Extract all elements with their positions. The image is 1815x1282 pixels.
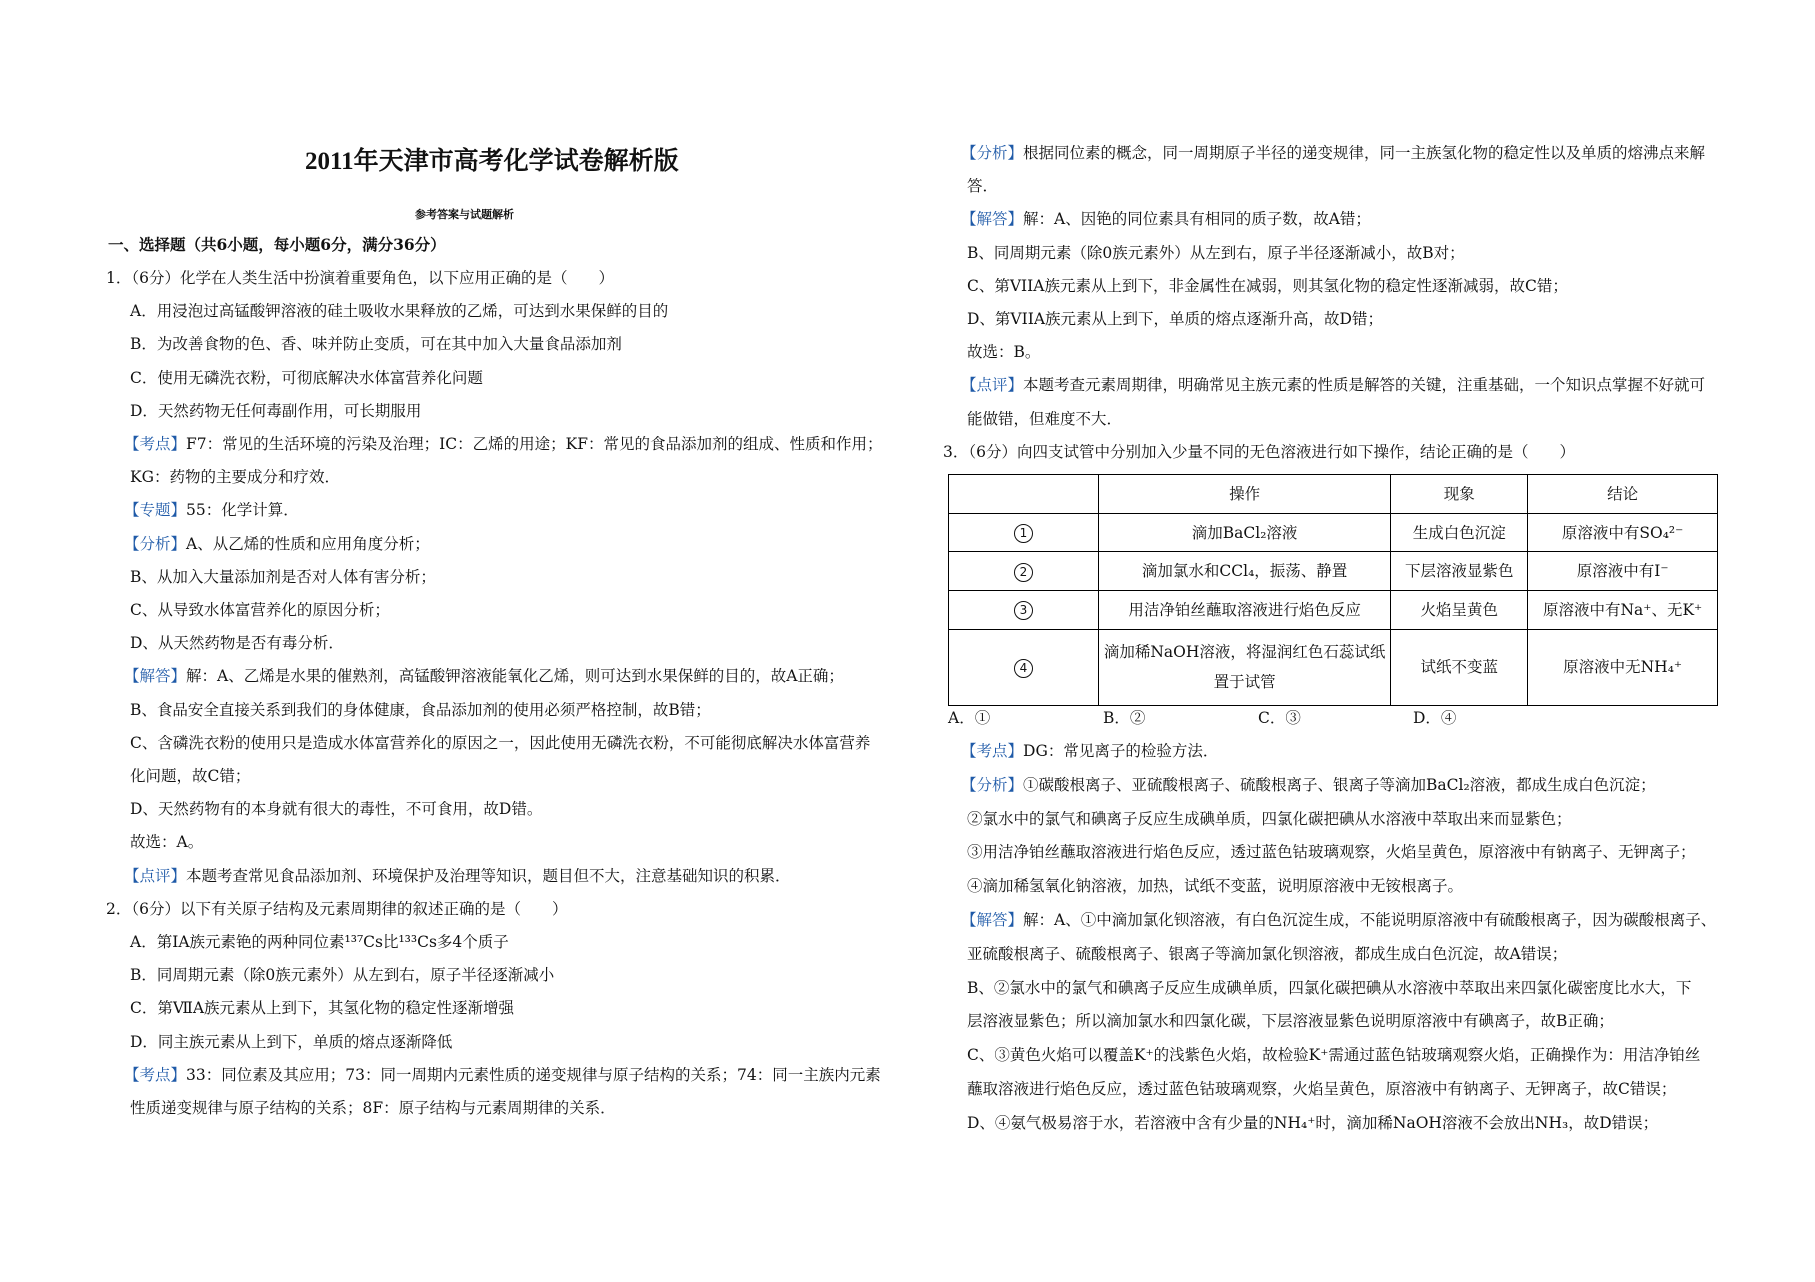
text-line	[967, 876, 1463, 896]
text-line	[130, 799, 542, 819]
line-text: D、天然药物有的本身就有很大的毒性，不可食用，故D错。	[130, 800, 543, 819]
line-text: C、从导致水体富营养化的原因分析；	[130, 601, 390, 619]
line-text: 根据同位素的概念，同一周期原子半径的递变规律，同一主族氢化物的稳定性以及单质的熔沸点来解	[1023, 144, 1706, 162]
text-line	[130, 567, 436, 587]
line-text: A．用浸泡过高锰酸钾溶液的硅土吸收水果释放的乙烯，可达到水果保鲜的目的	[130, 302, 669, 321]
line-text: 能做错，但难度不大．	[967, 409, 1123, 428]
text-line	[967, 1045, 1700, 1065]
line-text: 解：A、因铯的同位素具有相同的质子数，故A错；	[1023, 210, 1371, 229]
row-number: 3	[1014, 601, 1033, 620]
section-tag: 【专题】	[124, 501, 187, 520]
table-row	[949, 513, 1718, 552]
text-line	[124, 666, 844, 686]
line-text: B．为改善食物的色、香、味并防止变质，可在其中加入大量食品添加剂	[130, 335, 622, 354]
q3-option: D．④	[1413, 709, 1457, 727]
table-cell: 生成白色沉淀	[1391, 513, 1528, 552]
section-tag: 【考点】	[124, 435, 187, 453]
text-line	[967, 1011, 1614, 1031]
line-text: ②氯水中的氯气和碘离子反应生成碘单质，四氯化碳把碘从水溶液中萃取出来而显紫色；	[967, 809, 1572, 828]
text-line	[130, 932, 509, 952]
text-line	[943, 442, 1575, 462]
table-cell	[949, 513, 1099, 552]
line-text: ③用洁净铂丝蘸取溶液进行焰色反应，透过蓝色钴玻璃观察，火焰呈黄色，原溶液中有钠离子、无钾离子；	[967, 843, 1696, 862]
line-text: D．天然药物无任何毒副作用，可长期服用	[130, 401, 422, 420]
text-line	[130, 832, 203, 852]
text-line	[130, 965, 554, 985]
section-heading: 一、选择题（共6小题，每小题6分，满分36分）	[108, 235, 446, 254]
line-text: D、第VIIA族元素从上到下，单质的熔点逐渐升高，故D错；	[967, 310, 1383, 328]
text-line	[967, 978, 1691, 998]
line-text: 解：A、①中滴加氯化钡溶液，有白色沉淀生成，不能说明原溶液中有硫酸根离子，因为碳酸根离子、	[1023, 911, 1717, 929]
line-text: 本题考查元素周期律，明确常见主族元素的性质是解答的关键，注重基础，一个知识点掌握不好就可	[1023, 376, 1706, 395]
table-header-cell: 操作	[1098, 475, 1391, 514]
text-line	[124, 1065, 881, 1085]
text-line	[967, 1079, 1676, 1099]
table-row	[949, 591, 1718, 630]
table-header-cell	[949, 475, 1099, 514]
table-row	[949, 552, 1718, 591]
doc-subtitle: 参考答案与试题解析	[415, 208, 514, 221]
section-tag: 【考点】	[124, 1065, 187, 1084]
line-text: C、含磷洗衣粉的使用只是造成水体富营养化的原因之一，因此使用无磷洗衣粉，不可能彻底解决水体富营养	[130, 733, 871, 752]
row-number: 2	[1014, 563, 1033, 582]
line-text: ④滴加稀氢氧化钠溶液，加热，试纸不变蓝，说明原溶液中无铵根离子。	[967, 877, 1464, 896]
q3-option: B．②	[1103, 709, 1146, 727]
line-text: B、食品安全直接关系到我们的身体健康，食品添加剂的使用必须严格控制，故B错；	[130, 700, 711, 719]
line-text: 性质递变规律与原子结构的关系；8F：原子结构与元素周期律的关系．	[130, 1099, 616, 1117]
text-line	[967, 309, 1383, 329]
row-number: 1	[1014, 524, 1033, 543]
section-tag: 【解答】	[961, 210, 1024, 229]
doc-title: 2011年天津市高考化学试卷解析版	[305, 148, 679, 175]
section-tag: 【分析】	[124, 534, 187, 553]
line-text: 2．（6分）以下有关原子结构及元素周期律的叙述正确的是（ ）	[106, 899, 568, 918]
line-text: 层溶液显紫色；所以滴加氯水和四氯化碳，下层溶液显紫色说明原溶液中有碘离子，故B正确；	[967, 1012, 1614, 1031]
section-tag: 【解答】	[961, 911, 1024, 929]
text-line	[961, 910, 1716, 930]
text-line	[967, 1113, 1658, 1133]
table-header-row	[949, 475, 1718, 514]
text-line	[130, 301, 668, 321]
text-line	[124, 434, 882, 454]
text-line	[961, 775, 1656, 795]
line-text: D、从天然药物是否有毒分析．	[130, 634, 344, 653]
text-line	[124, 500, 299, 520]
line-text: A．第IA族元素铯的两种同位素¹³⁷Cs比¹³³Cs多4个质子	[130, 933, 509, 951]
text-line	[124, 534, 430, 554]
table-cell: 滴加氯水和CCl₄，振荡、静置	[1098, 552, 1391, 591]
line-text: ①碳酸根离子、亚硫酸根离子、硫酸根离子、银离子等滴加BaCl₂溶液，都成生成白色沉淀；	[1023, 775, 1656, 794]
section-tag: 【解答】	[124, 667, 187, 686]
text-line	[961, 209, 1371, 229]
text-line	[130, 1098, 616, 1118]
line-text: KG：药物的主要成分和疗效．	[130, 468, 340, 487]
row-number: 4	[1014, 659, 1033, 678]
text-line	[130, 733, 870, 753]
table-header-cell: 结论	[1528, 475, 1718, 514]
text-line	[130, 1032, 452, 1052]
line-text: DG：常见离子的检验方法．	[1023, 742, 1219, 760]
text-line	[106, 268, 614, 288]
line-text: 33：同位素及其应用；73：同一周期内元素性质的递变规律与原子结构的关系；74：同一主族内元素	[186, 1065, 881, 1084]
text-line	[967, 809, 1572, 829]
section-tag: 【点评】	[961, 376, 1024, 395]
line-text: A、从乙烯的性质和应用角度分析；	[186, 534, 430, 553]
text-line	[961, 741, 1218, 761]
line-text: 本题考查常见食品添加剂、环境保护及治理等知识，题目但不大，注意基础知识的积累．	[186, 866, 791, 885]
line-text: D、④氨气极易溶于水，若溶液中含有少量的NH₄⁺时，滴加稀NaOH溶液不会放出NH₃，故D错误；	[967, 1113, 1659, 1132]
line-text: 化问题，故C错；	[130, 767, 251, 785]
line-text: B．同周期元素（除0族元素外）从左到右，原子半径逐渐减小	[130, 966, 555, 985]
text-line	[130, 633, 344, 653]
text-line	[106, 899, 567, 919]
table-cell	[949, 591, 1099, 630]
text-line	[967, 842, 1696, 862]
table-header-cell: 现象	[1391, 475, 1528, 514]
q3-table	[948, 474, 1718, 706]
text-line	[967, 276, 1568, 296]
table-cell	[949, 552, 1099, 591]
line-text: 1．（6分）化学在人类生活中扮演着重要角色，以下应用正确的是（ ）	[106, 269, 614, 287]
line-text: B、同周期元素（除0族元素外）从左到右，原子半径逐渐减小，故B对；	[967, 243, 1465, 262]
line-text: 55：化学计算．	[186, 501, 299, 520]
text-line	[967, 342, 1040, 362]
table-cell	[949, 629, 1099, 705]
section-tag: 【分析】	[961, 775, 1024, 794]
text-line	[130, 401, 421, 421]
text-line	[967, 944, 1567, 964]
table-cell: 原溶液中有Na⁺、无K⁺	[1528, 591, 1718, 630]
line-text: D．同主族元素从上到下，单质的熔点逐渐降低	[130, 1032, 453, 1051]
table-cell: 用洁净铂丝蘸取溶液进行焰色反应	[1098, 591, 1391, 630]
text-line	[130, 467, 340, 487]
line-text: 解：A、乙烯是水果的催熟剂，高锰酸钾溶液能氧化乙烯，则可达到水果保鲜的目的，故A正确；	[186, 667, 844, 686]
table-cell: 滴加稀NaOH溶液，将湿润红色石蕊试纸置于试管	[1098, 629, 1391, 705]
line-text: F7：常见的生活环境的污染及治理；IC：乙烯的用途；KF：常见的食品添加剂的组成、性质和作用；	[186, 435, 883, 453]
line-text: C、③黄色火焰可以覆盖K⁺的浅紫色火焰，故检验K⁺需通过蓝色钴玻璃观察火焰，正确操作为：用洁净铂丝	[967, 1046, 1701, 1065]
line-text: 故选：B。	[967, 343, 1041, 362]
table-cell: 原溶液中有I⁻	[1528, 552, 1718, 591]
line-text: 蘸取溶液进行焰色反应，透过蓝色钴玻璃观察，火焰呈黄色，原溶液中有钠离子、无钾离子，故C错误；	[967, 1080, 1677, 1098]
line-text: 答．	[967, 177, 999, 196]
text-line	[961, 143, 1705, 163]
table-cell: 火焰呈黄色	[1391, 591, 1528, 630]
section-tag: 【分析】	[961, 144, 1024, 162]
text-line	[124, 866, 791, 886]
table-cell: 滴加BaCl₂溶液	[1098, 513, 1391, 552]
line-text: C．使用无磷洗衣粉，可彻底解决水体富营养化问题	[130, 368, 483, 387]
line-text: B、②氯水中的氯气和碘离子反应生成碘单质，四氯化碳把碘从水溶液中萃取出来四氯化碳密度比水大，下	[967, 978, 1692, 997]
q3-option: A．①	[948, 709, 991, 727]
text-line	[130, 368, 483, 388]
table-cell: 原溶液中有SO₄²⁻	[1528, 513, 1718, 552]
text-line	[130, 766, 250, 786]
line-text: 3．（6分）向四支试管中分别加入少量不同的无色溶液进行如下操作，结论正确的是（ ）	[943, 442, 1575, 461]
line-text: C．第ⅦA族元素从上到下，其氢化物的稳定性逐渐增强	[130, 999, 515, 1018]
text-line	[967, 243, 1465, 263]
text-line	[130, 998, 514, 1018]
table-row	[949, 629, 1718, 705]
table-cell: 试纸不变蓝	[1391, 629, 1528, 705]
q3-option: C．③	[1258, 709, 1301, 727]
text-line	[961, 375, 1705, 395]
text-line	[967, 176, 998, 196]
section-tag: 【点评】	[124, 866, 187, 885]
text-line	[130, 700, 711, 720]
line-text: B、从加入大量添加剂是否对人体有害分析；	[130, 567, 436, 586]
line-text: 亚硫酸根离子、硫酸根离子、银离子等滴加氯化钡溶液，都成生成白色沉淀，故A错误；	[967, 944, 1568, 963]
text-line	[130, 334, 622, 354]
text-line	[130, 600, 390, 620]
line-text: C、第VIIA族元素从上到下，非金属性在减弱，则其氢化物的稳定性逐渐减弱，故C错；	[967, 276, 1568, 295]
table-cell: 原溶液中无NH₄⁺	[1528, 629, 1718, 705]
text-line	[967, 409, 1122, 429]
table-cell: 下层溶液显紫色	[1391, 552, 1528, 591]
section-tag: 【考点】	[961, 742, 1024, 760]
line-text: 故选：A。	[130, 833, 204, 852]
